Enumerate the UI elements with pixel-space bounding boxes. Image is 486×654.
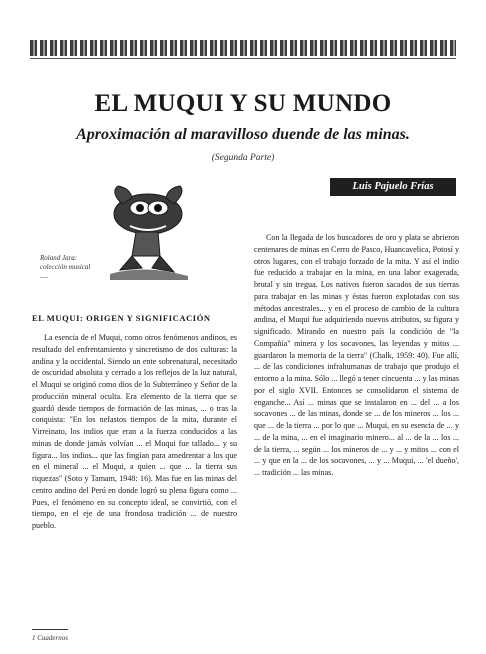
right-column (254, 232, 459, 479)
article-title: EL MUQUI Y SU MUNDO (94, 90, 392, 117)
left-column-text: La esencia de el Muqui, como otros fenómenos andinos, es resultado del enfrentamiento y sincretismo de dos culturas: la andina y la occidental. Siendo un ente sobrenatural, necesitado de oscuridad absoluta y cerrado a los reflejos de la luz natural, el Muqui se originó como dios de lo Subterráneo y Señor de la producción mineral oculta. Era elemento de la tierra que se guardó desde tiempos de formación de las minas, ... o tras la conquista: "En los nefastos tiempos de la mita, durante el Virreinato, los indios que eran a la fuerza conducidos a las minas de donde jamás volvían ... el Muqui fue tallado... y su figura... los indios... que las fingían para amedrentar a los que en el mineral ... el Muqui, a quien ... que ... la tierra sus riquezas" (Soto y Tamam, 1948: 16). Mas fue en las minas del centro andino del Perú en donde logró su plena figura como ... Pues, el fenómeno en su concepto ideal, se convirtió, con el tiempo, en el eje de una frondosa tradición ... de nuestro pueblo. (32, 333, 237, 530)
section-heading: EL MUQUI: ORIGEN Y SIGNIFICACIÓN (32, 313, 211, 323)
footer-rule (32, 629, 68, 630)
left-column (32, 332, 237, 532)
right-column-text: Con la llegada de los buscadores de oro y plata se abrieron centenares de minas en Cerro de Pasco, Huancavelica, Potosí y otros lugares, con el trabajo forzado de la mita. Y así el indio fue reducido a trabajar en la mina, en una labor exagerada, brutal y sin tregua. Los nativos fueron sacados de sus tierras para trabajar en las minas y éstas fueron explotadas con sus métodos ancestrales... y en el proceso de cambio de la cultura andina, el Muqui fue adquiriendo nuevos atributos, su figura y significado. Mirando en nuestro país la condición de "la Compañía" minera y los socavones, las leyendas y mitos ... guardaron la memoria de la tierra" (Chalk, 1959: 40). Fue allí, ... de las condiciones infrahumanas de trabajo que produjo el entorno a la mina. Sólo ... llegó a tener cincuenta ... y las minas por el siglo XVII. Entonces se consolidaron el sistema de enganche... Así ... minas que se instalaron en ... del ... a los socavones ... de las minas, donde se ... de los mineros ... los ... que ... de la tierra ... por lo que ... Muqui, en su esencia de ... y ... de la mina, ... en el imaginario minero... al ... de la ... los ... de la tierra, ... según ... los mineros de ... y ... y mitos ... con el ... y que en la ... de los socavones, ... y ... Muqui, ... 'el dueño', ... tradición ... las minas. (254, 233, 459, 477)
article-subtitle: Aproximación al maravilloso duende de las minas. (76, 126, 410, 143)
page-footer: 1 Cuadernos (32, 634, 68, 642)
figure-caption: Roland Jara: colección musical ..... (40, 254, 91, 280)
part-label: (Segunda Parte) (211, 153, 275, 163)
header-ornament (30, 40, 456, 56)
header-rule (30, 58, 456, 59)
author-badge: Luis Pajuelo Frías (330, 178, 456, 196)
